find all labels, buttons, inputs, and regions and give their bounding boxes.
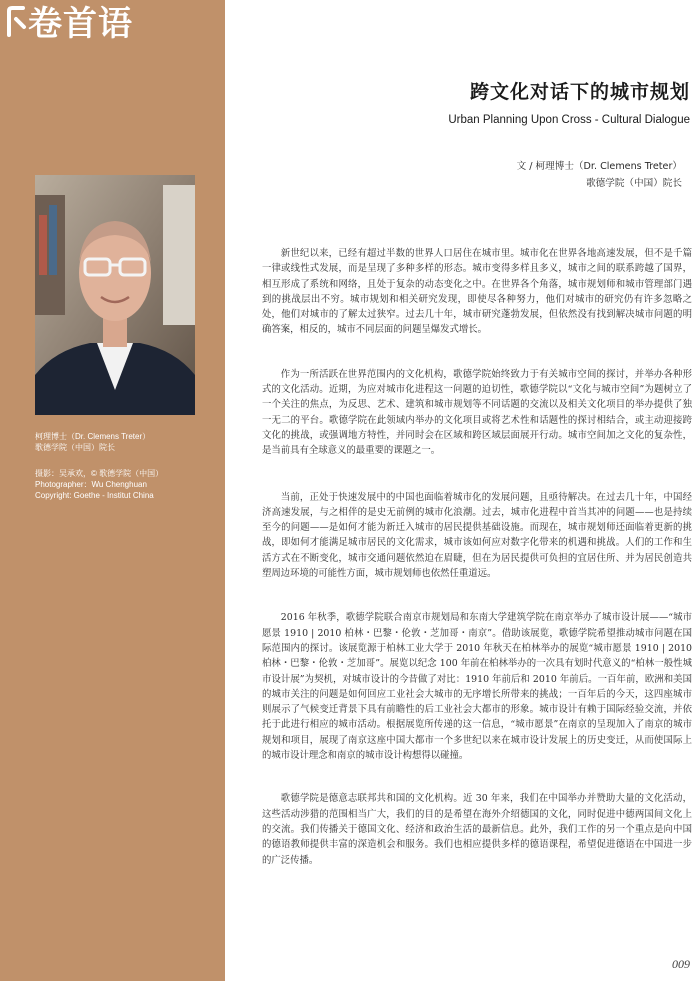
- article-subtitle: Urban Planning Upon Cross - Cultural Dialogue: [448, 114, 690, 126]
- paragraph-1: 新世纪以来，已经有超过半数的世界人口居住在城市里。城市化在世界各地高速发展，但不是千篇一律或线性式发展，而是呈现了多种多样的形态。城市变得多样且多义，城市之间的联系跨越了国界，相互形成了系统和网络，且处于复杂的动态变化之中。在世界各个角落，城市规划师和城市管理部门遇到的挑战层出不穷。城市规划和相关研究发现，即使尽各种努力，他们对城市的研究仍有许多忽略之处，他们对城市的了解太过狭窄。过去几十年，城市研究蓬勃发展，但依然没有找到解决城市问题的明确答案，相反的，城市不同层面的问题呈爆发式增长。: [262, 248, 692, 336]
- paragraph-2: 作为一所活跃在世界范围内的文化机构，歌德学院始终致力于有关城市空间的探讨，并举办各种形式的文化活动。近期，为应对城市化进程这一问题的迫切性，歌德学院以“文化与城市空间”为题树立了一个关注的焦点，为反思、艺术、建筑和城市规划等不同话题的交流以及相关文化项目的举办提供了独一无二的平台。歌德学院在此领域内举办的文化项目或将艺术性和话题性的探讨相结合，或主动迎接跨文化的挑战，或强调地方特性，并同时会在区域和跨区域层面展开行动。城市空间加之文化的复杂性，是当前具有全球意义的最重要的课题之一。: [262, 368, 692, 457]
- caption-role: 歌德学院（中国）院长: [35, 443, 115, 452]
- caption-name: 柯理博士（Dr. Clemens Treter）: [35, 432, 151, 441]
- caption-credit-copyright: Copyright: Goethe - Institut China: [35, 491, 154, 500]
- portrait-illustration: [35, 175, 195, 415]
- paragraph-4: 2016 年秋季，歌德学院联合南京市规划局和东南大学建筑学院在南京举办了城市设计展——“城市愿景 1910 | 2010 柏林・巴黎・伦敦・芝加哥・南京”。借助该展览，歌德学院希望推动城市问题在国际范围内的探讨。该展览源于柏林工业大学于 2010 年秋天在柏林举办的展览“城市愿景 1910 | 2010 柏林・巴黎・伦敦・芝加哥”。展览以纪念 100 年前在柏林举办的一次具有划时代意义的“柏林一般性城市设计展”为契机，对城市设计的今昔做了对比：1910 年前后和 2010 年前后。一百年前，欧洲和美国的城市关注的问题是如何回应工业社会大城市的无序增长所带来的挑战；一百年后的今天，这四座城市则展示了气候变迁背景下具有前瞻性的后工业社会大都市的形象。城市设计有赖于国际经验交流，并依托于此进行相应的城市活动。根据展览所传递的这一信息，“城市愿景”在南京的呈现加入了南京的城市规划和项目，展现了南京这座中国大都市一个多世纪以来在城市设计发展上的历史变迁，从而使国际上的城市设计理念和南京的城市设计构想得以碰撞。: [262, 612, 692, 762]
- byline: [517, 158, 682, 192]
- sidebar-panel: [0, 0, 225, 981]
- article-title: 跨文化对话下的城市规划: [469, 81, 690, 103]
- paragraph-3: 当前，正处于快速发展中的中国也面临着城市化的发展问题，且亟待解决。在过去几十年，中国经济高速发展，与之相伴的是史无前例的城市化浪潮。过去，城市化进程中首当其冲的问题——也是持续至今的问题——是如何才能为新迁入城市的居民提供基础设施。而现在，城市规划师还面临着更新的挑战，即如何才能满足城市居民的文化需求，城市该如何应对数字化带来的机遇和挑战。人们的工作和生活方式在不断变化，城市交通问题依然迫在眉睫，但在为居民提供可负担的宜居住所、并为居民创造共塑周边环境的可能性方面，城市规划师也依然任重道远。: [262, 491, 692, 580]
- page-number: 009: [672, 957, 690, 971]
- paragraph-5: 歌德学院是德意志联邦共和国的文化机构。近 30 年来，我们在中国举办并赞助大量的文化活动，这些活动涉猎的范围相当广大，我们的目的是希望在海外介绍德国的文化，同时促进中德两国间文化上的交流。我们传播关于德国文化、经济和政治生活的最新信息。此外，我们工作的另一个重点是向中国的德语教师提供丰富的深造机会和服务。我们也相应提供多样的德语课程，希望促进德语在中国进一步的广泛传播。: [262, 793, 692, 866]
- section-mark: [6, 4, 133, 44]
- article-body: [262, 246, 692, 868]
- photo-caption-name-block: [35, 431, 220, 453]
- section-mark-text: 卷首语: [28, 4, 133, 44]
- caption-credit-cn: 摄影：吴承欢，© 歌德学院（中国）: [35, 469, 164, 478]
- photo-caption-credit-block: [35, 468, 220, 501]
- caption-credit-photographer: Photographer：Wu Chenghuan: [35, 480, 147, 489]
- bracket-mark-icon: [6, 5, 28, 39]
- byline-author: 文 / 柯理博士（Dr. Clemens Treter）: [516, 161, 682, 172]
- byline-position: 歌德学院（中国）院长: [586, 178, 682, 189]
- author-photo: [35, 175, 195, 415]
